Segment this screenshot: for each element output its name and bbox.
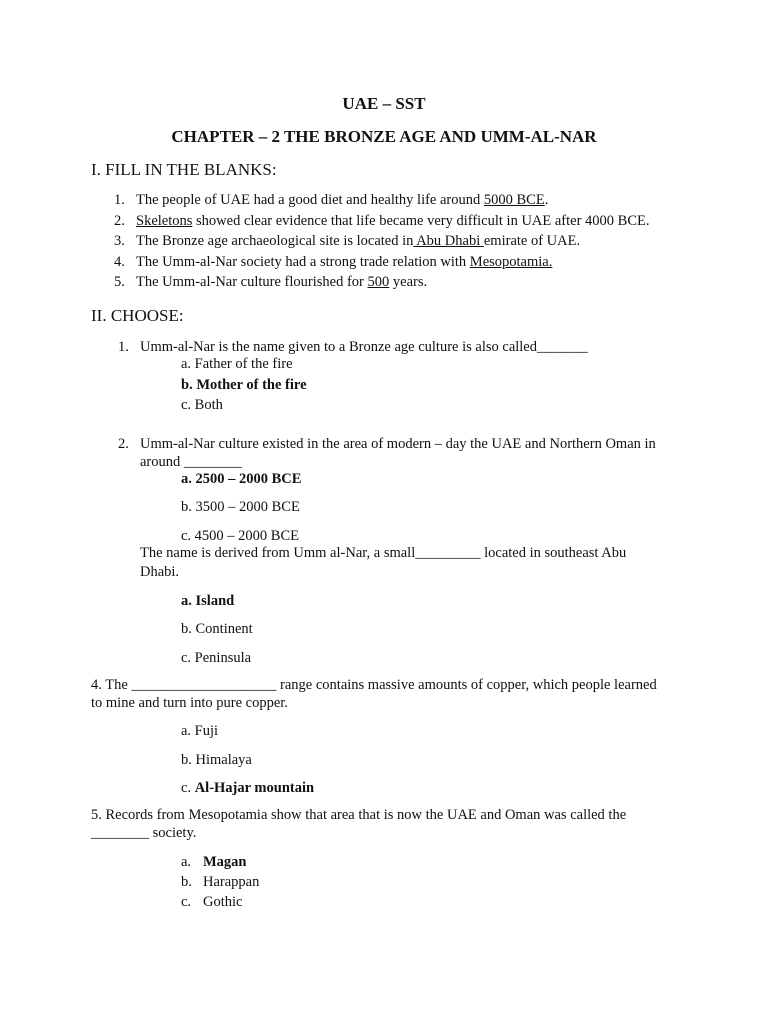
fill-item-text: showed clear evidence that life became very difficult in UAE after 4000 BCE. xyxy=(192,213,650,229)
option: c. Peninsula xyxy=(181,650,252,666)
fill-item xyxy=(136,254,552,271)
question-text: Dhabi. xyxy=(140,564,180,580)
option-correct: Magan xyxy=(203,854,247,870)
option: Gothic xyxy=(203,894,243,910)
fill-item xyxy=(136,233,580,250)
fill-item-text: The people of UAE had a good diet and healthy life around xyxy=(136,192,484,208)
option-correct: a. Island xyxy=(181,593,235,609)
fill-item-text: The Umm-al-Nar culture flourished for xyxy=(136,274,368,290)
option: b. Continent xyxy=(181,621,253,637)
question-text: Umm-al-Nar culture existed in the area of modern – day the UAE and Northern Oman in xyxy=(140,436,656,452)
fill-item-text: The Umm-al-Nar society had a strong trade relation with xyxy=(136,254,470,270)
question-text-part: society. xyxy=(149,825,197,841)
question-number: 1. xyxy=(118,339,129,355)
fill-item-text: The Bronze age archaeological site is located in xyxy=(136,233,414,249)
fill-item-number: 1. xyxy=(114,192,125,208)
option: b. 3500 – 2000 BCE xyxy=(181,499,300,515)
option-letter: c. xyxy=(181,780,195,796)
question-text xyxy=(91,825,196,842)
fill-item-number: 3. xyxy=(114,233,125,249)
option-correct: b. Mother of the fire xyxy=(181,377,307,393)
option: c. 4500 – 2000 BCE xyxy=(181,528,300,544)
question-text-part: around xyxy=(140,454,184,470)
question-text: 5. Records from Mesopotamia show that area that is now the UAE and Oman was called the xyxy=(91,807,627,823)
question-text: to mine and turn into pure copper. xyxy=(91,695,288,711)
fill-item-answer: 5000 BCE xyxy=(483,192,545,208)
option-text: Al-Hajar mountain xyxy=(194,780,315,796)
chapter-title: CHAPTER – 2 THE BRONZE AGE AND UMM-AL-NAR xyxy=(171,127,597,146)
fill-item-answer: Skeletons xyxy=(136,213,193,229)
fill-item-number: 5. xyxy=(114,274,125,290)
fill-item-text: . xyxy=(544,192,549,208)
question-text: 4. The ____________________ range contains massive amounts of copper, which people learned xyxy=(91,677,657,693)
option-letter: a. xyxy=(181,854,192,870)
answer-blank: ________ xyxy=(183,454,242,470)
option: c. Both xyxy=(181,397,223,413)
question-text: The name is derived from Umm al-Nar, a small_________ located in southeast Abu xyxy=(140,545,627,561)
question-text xyxy=(140,454,242,471)
option: b. Himalaya xyxy=(181,752,252,768)
fill-item-number: 2. xyxy=(114,213,125,229)
option: a. Fuji xyxy=(181,723,219,739)
option-correct: a. 2500 – 2000 BCE xyxy=(181,471,302,487)
fill-item xyxy=(136,192,548,209)
page-title: UAE – SST xyxy=(342,94,426,113)
option-correct xyxy=(181,780,314,797)
question-number: 2. xyxy=(118,436,129,452)
fill-item-number: 4. xyxy=(114,254,125,270)
fill-item-text: years. xyxy=(389,274,428,290)
fill-item-answer: Abu Dhabi xyxy=(413,233,484,249)
option: Harappan xyxy=(203,874,260,890)
answer-blank: ________ xyxy=(91,825,149,841)
fill-item xyxy=(136,213,650,230)
fill-item xyxy=(136,274,427,291)
question-text: Umm-al-Nar is the name given to a Bronze age culture is also called_______ xyxy=(140,339,588,355)
section-fill-blanks-heading: I. FILL IN THE BLANKS: xyxy=(91,160,277,179)
section-choose-heading: II. CHOOSE: xyxy=(91,306,184,325)
fill-item-text: emirate of UAE. xyxy=(483,233,581,249)
fill-item-answer: Mesopotamia. xyxy=(469,254,553,270)
option-letter: b. xyxy=(181,874,192,890)
fill-item-answer: 500 xyxy=(367,274,390,290)
option-letter: c. xyxy=(181,894,192,910)
option: a. Father of the fire xyxy=(181,356,293,372)
